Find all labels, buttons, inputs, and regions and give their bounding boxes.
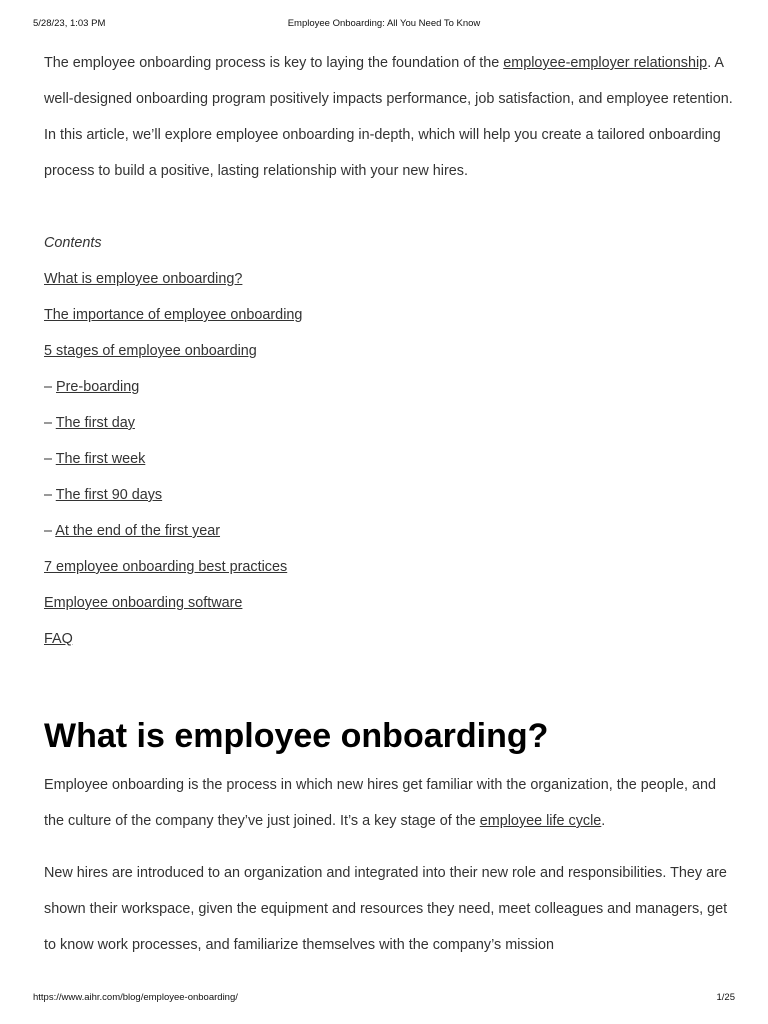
- employee-life-cycle-link[interactable]: employee life cycle: [479, 813, 602, 829]
- toc-item: [44, 477, 734, 513]
- toc-dash: –: [44, 523, 56, 539]
- print-url: https://www.aihr.com/blog/employee-onboarding/: [33, 992, 238, 1003]
- toc-item: [44, 621, 734, 657]
- toc-link-software[interactable]: Employee onboarding software: [44, 595, 243, 611]
- toc-link-first-week[interactable]: The first week: [55, 451, 146, 467]
- toc-item: [44, 261, 734, 297]
- employee-employer-relationship-link[interactable]: employee-employer relationship: [503, 55, 708, 71]
- toc-item: [44, 549, 734, 585]
- toc-item: [44, 333, 734, 369]
- article-body: [44, 45, 734, 963]
- toc-link-first-90-days[interactable]: The first 90 days: [55, 487, 163, 503]
- toc-item: [44, 405, 734, 441]
- toc-link-pre-boarding[interactable]: Pre-boarding: [56, 379, 140, 395]
- toc-item: [44, 513, 734, 549]
- p1-text-end: .: [601, 813, 606, 829]
- intro-text-end: . A well-designed onboarding program positively impacts performance, job satisfaction, and employee retention. In this article, we’ll explore employee onboarding in-depth, which will help you create a tailored onboarding process to build a positive, lasting relationship with your new hires.: [44, 55, 733, 179]
- toc-item: [44, 297, 734, 333]
- toc-dash: –: [44, 379, 57, 395]
- toc-dash: –: [44, 415, 56, 431]
- toc-link-first-day[interactable]: The first day: [55, 415, 135, 431]
- section-heading: What is employee onboarding?: [44, 717, 549, 755]
- toc-link-faq[interactable]: FAQ: [44, 631, 73, 647]
- toc-link-end-first-year[interactable]: At the end of the first year: [55, 523, 221, 539]
- print-page-number: 1/25: [716, 992, 735, 1003]
- intro-text-start: The employee onboarding process is key to laying the foundation of the: [44, 55, 504, 71]
- toc-link-best-practices[interactable]: 7 employee onboarding best practices: [44, 559, 288, 575]
- section-paragraph-2: New hires are introduced to an organization and integrated into their new role and responsibilities. They are shown their workspace, given the equipment and resources they need, meet colleagues and managers, get to know work processes, and familiarize themselves with the company’s mission: [44, 865, 728, 953]
- print-page-title: Employee Onboarding: All You Need To Know: [287, 18, 481, 29]
- table-of-contents: [44, 261, 734, 657]
- print-header: [33, 18, 735, 32]
- toc-dash: –: [44, 451, 56, 467]
- toc-item: [44, 441, 734, 477]
- p1-text-start: Employee onboarding is the process in which new hires get familiar with the organization, the people, and the culture of the company they’ve just joined. It’s a key stage of the: [44, 777, 716, 829]
- print-datetime: 5/28/23, 1:03 PM: [33, 18, 106, 29]
- section-paragraph-1: [44, 767, 734, 839]
- toc-link-5-stages[interactable]: 5 stages of employee onboarding: [44, 343, 257, 359]
- toc-item: [44, 585, 734, 621]
- toc-item: [44, 369, 734, 405]
- print-footer: [33, 992, 735, 1006]
- contents-heading: Contents: [44, 235, 102, 251]
- intro-paragraph: [44, 45, 734, 189]
- toc-dash: –: [44, 487, 56, 503]
- toc-link-importance[interactable]: The importance of employee onboarding: [44, 307, 303, 323]
- toc-link-what-is-onboarding[interactable]: What is employee onboarding?: [44, 271, 243, 287]
